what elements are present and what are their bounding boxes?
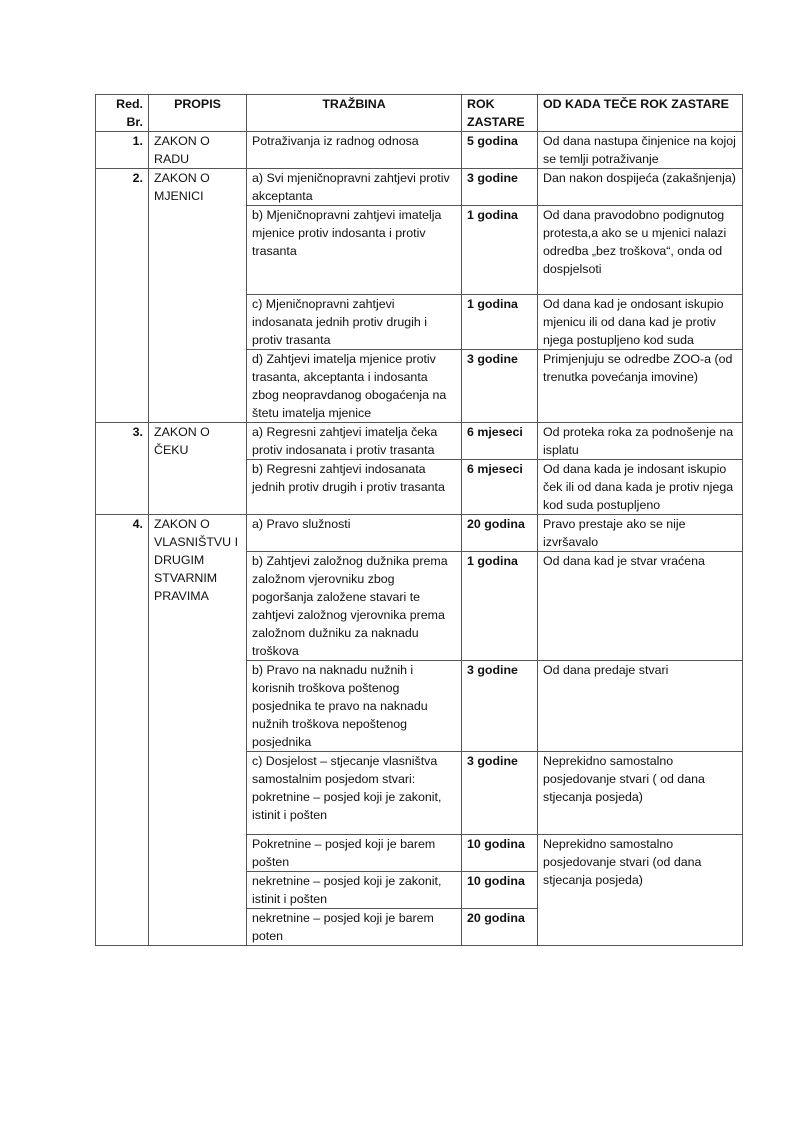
row-number: 2. — [96, 169, 149, 423]
rok-cell: 5 godina — [462, 132, 538, 169]
propis-cell: ZAKON O ČEKU — [149, 423, 247, 515]
rok-cell: 6 mjeseci — [462, 423, 538, 460]
trazbina-cell: c) Mjeničnopravni zahtjevi indosanata jednih protiv drugih i protiv trasanta — [247, 295, 462, 350]
table-row — [96, 423, 743, 460]
trazbina-cell: a) Pravo služnosti — [247, 515, 462, 552]
od-kada-cell: Od dana predaje stvari — [538, 661, 743, 752]
trazbina-cell: a) Svi mjeničnopravni zahtjevi protiv akceptanta — [247, 169, 462, 206]
rok-cell: 1 godina — [462, 295, 538, 350]
od-kada-cell: Od dana kada je indosant iskupio ček ili od dana kada je protiv njega kod suda postupljeno — [538, 460, 743, 515]
statute-of-limitations-table — [95, 94, 743, 946]
rok-cell: 20 godina — [462, 515, 538, 552]
od-kada-cell: Pravo prestaje ako se nije izvršavalo — [538, 515, 743, 552]
trazbina-cell: b) Zahtjevi založnog dužnika prema založnom vjerovniku zbog pogoršanja založene stavari te zahtjevi založnog vjerovnika prema založnom dužniku za naknadu troškova — [247, 552, 462, 661]
rok-cell: 1 godina — [462, 552, 538, 661]
od-kada-cell: Od dana pravodobno podignutog protesta,a ako se u mjenici nalazi odredba „bez troškova“, onda od dospjelsoti — [538, 206, 743, 295]
trazbina-cell: nekretnine – posjed koji je zakonit, istinit i pošten — [247, 872, 462, 909]
rok-cell: 3 godine — [462, 350, 538, 423]
od-kada-cell: Od dana kad je ondosant iskupio mjenicu ili od dana kad je protiv njega postupljeno kod suda — [538, 295, 743, 350]
od-kada-cell: Od dana kad je stvar vraćena — [538, 552, 743, 661]
trazbina-cell: b) Mjeničnopravni zahtjevi imatelja mjenice protiv indosanta i protiv trasanta — [247, 206, 462, 295]
rok-cell: 10 godina — [462, 835, 538, 872]
rok-cell: 3 godine — [462, 169, 538, 206]
table-row — [96, 515, 743, 552]
od-kada-cell: Neprekidno samostalno posjedovanje stvari (od dana stjecanja posjeda) — [538, 835, 743, 946]
trazbina-cell: c) Dosjelost – stjecanje vlasništva samostalnim posjedom stvari: pokretnine – posjed koji je zakonit, istinit i pošten — [247, 752, 462, 835]
row-number: 4. — [96, 515, 149, 946]
propis-cell: ZAKON O VLASNIŠTVU I DRUGIM STVARNIM PRAVIMA — [149, 515, 247, 946]
header-od-kada: OD KADA TEČE ROK ZASTARE — [538, 95, 743, 132]
od-kada-cell: Od dana nastupa činjenice na kojoj se temlji potraživanje — [538, 132, 743, 169]
od-kada-cell: Dan nakon dospijeća (zakašnjenja) — [538, 169, 743, 206]
trazbina-cell: b) Regresni zahtjevi indosanata jednih protiv drugih i protiv trasanta — [247, 460, 462, 515]
rok-cell: 3 godine — [462, 661, 538, 752]
trazbina-cell: a) Regresni zahtjevi imatelja čeka protiv indosanata i protiv trasanta — [247, 423, 462, 460]
rok-cell: 10 godina — [462, 872, 538, 909]
header-rok-zastare: ROK ZASTARE — [462, 95, 538, 132]
od-kada-cell: Neprekidno samostalno posjedovanje stvari ( od dana stjecanja posjeda) — [538, 752, 743, 835]
trazbina-cell: b) Pravo na naknadu nužnih i korisnih troškova poštenog posjednika te pravo na naknadu nužnih troškova nepoštenog posjednika — [247, 661, 462, 752]
propis-cell: ZAKON O RADU — [149, 132, 247, 169]
row-number: 1. — [96, 132, 149, 169]
trazbina-cell: Pokretnine – posjed koji je barem pošten — [247, 835, 462, 872]
header-propis: PROPIS — [149, 95, 247, 132]
rok-cell: 20 godina — [462, 909, 538, 946]
trazbina-cell: d) Zahtjevi imatelja mjenice protiv trasanta, akceptanta i indosanta zbog neopravdanog obogaćenja na štetu imatelja mjenice — [247, 350, 462, 423]
trazbina-cell: nekretnine – posjed koji je barem poten — [247, 909, 462, 946]
row-number: 3. — [96, 423, 149, 515]
table-header-row — [96, 95, 743, 132]
propis-cell: ZAKON O MJENICI — [149, 169, 247, 423]
trazbina-cell: Potraživanja iz radnog odnosa — [247, 132, 462, 169]
header-red-br: Red. Br. — [96, 95, 149, 132]
table-row — [96, 169, 743, 206]
table-row — [96, 132, 743, 169]
rok-cell: 1 godina — [462, 206, 538, 295]
header-trazbina: TRAŽBINA — [247, 95, 462, 132]
od-kada-cell: Od proteka roka za podnošenje na isplatu — [538, 423, 743, 460]
document-page — [95, 94, 743, 946]
rok-cell: 3 godine — [462, 752, 538, 835]
od-kada-cell: Primjenjuju se odredbe ZOO-a (od trenutka povećanja imovine) — [538, 350, 743, 423]
rok-cell: 6 mjeseci — [462, 460, 538, 515]
